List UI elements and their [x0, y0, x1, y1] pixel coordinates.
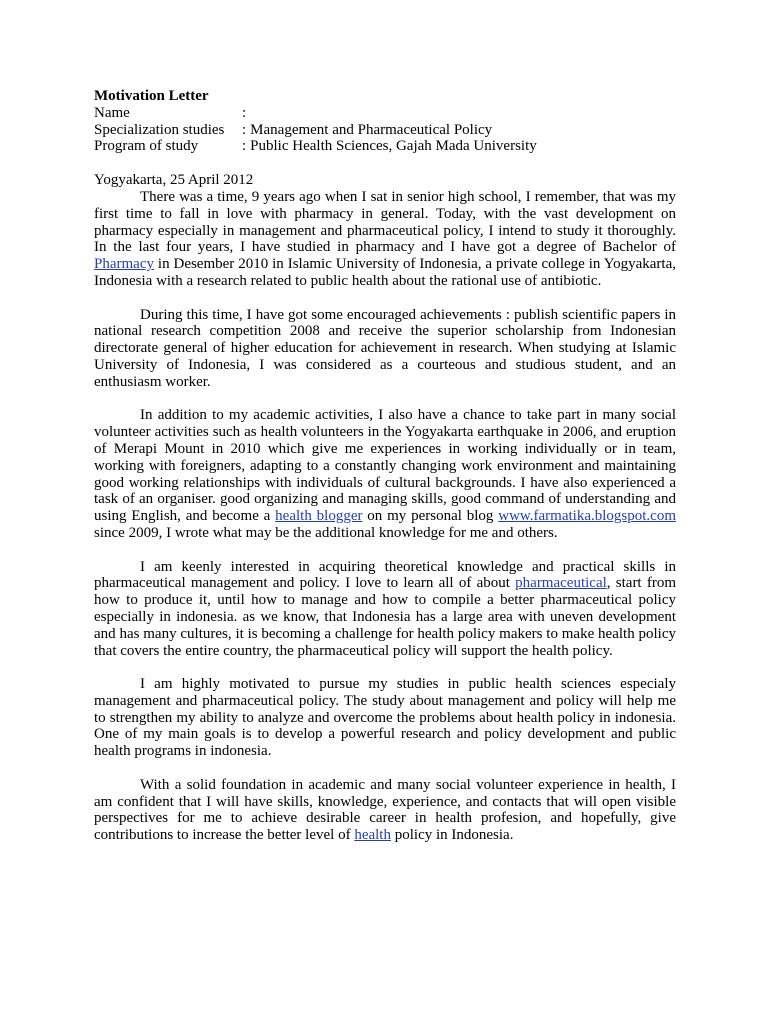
meta-colon: :: [242, 104, 247, 121]
blog-url-link[interactable]: www.farmatika.blogspot.com: [498, 508, 676, 525]
meta-colon: :: [242, 121, 247, 138]
letter-date: Yogyakarta, 25 April 2012: [94, 172, 254, 189]
paragraph-text: There was a time, 9 years ago when I sat in senior high school, I remember, that was my first time to fall in love with pharmacy in general. Today, with the vast development on pharmacy especially in management and pharmaceutical policy, I intend to study it thoroughly. In the last four years, I have studied in pharmacy and I have got a degree of Bachelor of: [94, 188, 676, 256]
letter-meta: [94, 105, 676, 155]
paragraph-5: I am highly motivated to pursue my studies in public health sciences especialy management and pharmaceutical policy. The study about management and policy will help me to strengthen my ability to analyze and overcome the problems about health policy in indonesia. One of my main goals is to develop a powerful research and policy development and public health programs in indonesia.: [94, 676, 676, 760]
pharmacy-link[interactable]: Pharmacy: [94, 256, 154, 273]
paragraph-text: on my personal blog: [362, 508, 499, 525]
paragraph-text: With a solid foundation in academic and many social volunteer experience in health, I am confident that I will have skills, knowledge, experience, and contacts that will open visible perspectives for me to achieve desirable career in health profesion, and hopefully, give contributions to increase the better level of: [94, 776, 676, 844]
letter-title: Motivation Letter: [94, 88, 209, 104]
paragraph-text: I am keenly interested in acquiring theoretical knowledge and practical skills in pharmaceutical management and policy. I love to learn all of about: [94, 558, 676, 592]
paragraph-text: In addition to my academic activities, I also have a chance to take part in many social volunteer activities such as health volunteers in the Yogyakarta earthquake in 2006, and eruption of Merapi Mount in 2010 which give me experiences in working individually or in team, working with foreigners, adapting to a constantly changing work environment and maintaining good working relationships with individuals of cultural backgrounds. I have also experienced a task of an organiser. good organizing and managing skills, good command of understanding and using English, and become a: [94, 407, 676, 525]
meta-label: Program of study: [94, 138, 199, 155]
paragraph-text: policy in Indonesia.: [390, 827, 514, 844]
meta-value: Management and Pharmaceutical Policy: [250, 121, 493, 138]
meta-label: Name: [94, 104, 130, 121]
paragraph-6: [94, 777, 676, 844]
meta-row-program: [94, 138, 676, 155]
pharmaceutical-link[interactable]: pharmaceutical: [515, 575, 607, 592]
paragraph-2: During this time, I have got some encouraged achievements : publish scientific papers in national research competition 2008 and receive the superior scholarship from Indonesian directorate general of higher education for achievement in research. When studying at Islamic University of Indonesia, I was considered as a courteous and studious student, and an enthusiasm worker.: [94, 306, 676, 390]
paragraph-4: [94, 559, 676, 660]
meta-row-specialization: [94, 122, 676, 139]
letter-body: [94, 88, 676, 861]
paragraph-text: since 2009, I wrote what may be the additional knowledge for me and others.: [94, 524, 558, 541]
meta-colon: :: [242, 138, 247, 155]
paragraph-text: , start from how to produce it, until how to manage and how to compile a better pharmaceutical policy especially in indonesia. as we know, that Indonesia has a large area with uneven development and has many cultures, it is becoming a challenge for health policy makers to make health policy that covers the entire country, the pharmaceutical policy will support the health policy.: [94, 575, 677, 659]
health-blogger-link[interactable]: health blogger: [275, 508, 363, 525]
paragraph-1: [94, 189, 676, 290]
paragraph-3: [94, 407, 676, 541]
paragraph-text: in Desember 2010 in Islamic University of Indonesia, a private college in Yogyakarta, Indonesia with a research related to public health about the rational use of antibiotic.: [94, 256, 676, 289]
meta-label: Specialization studies: [94, 121, 225, 138]
meta-value: Public Health Sciences, Gajah Mada University: [250, 138, 537, 155]
meta-row-name: [94, 105, 676, 122]
health-link[interactable]: health: [354, 827, 391, 844]
